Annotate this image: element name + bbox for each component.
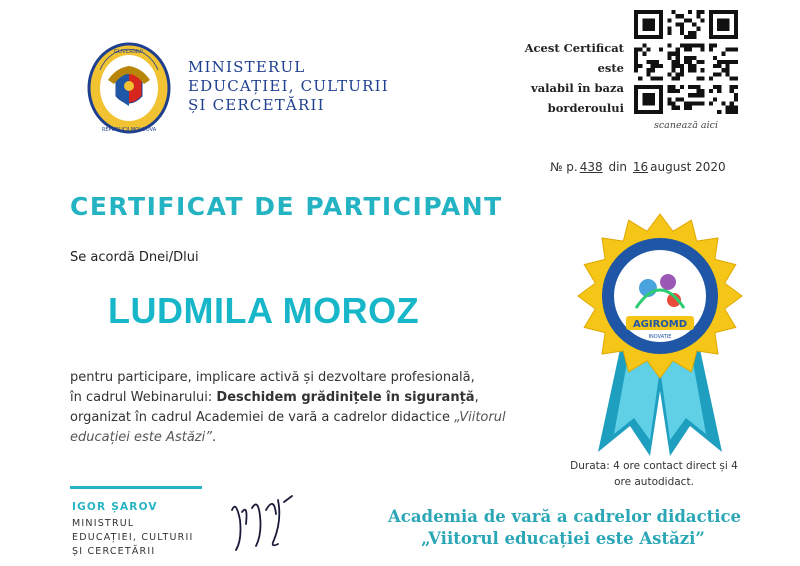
award-rosette-badge — [570, 212, 750, 456]
signer-role-line: ȘI CERCETĂRII — [72, 546, 156, 557]
validity-line: Acest Certificat este — [524, 41, 624, 75]
webinar-title: Deschidem grădinițele în siguranță — [216, 390, 475, 405]
academy-footer — [388, 506, 742, 550]
signer-role — [72, 517, 193, 559]
ministry-line: ȘI CERCETĂRII — [188, 96, 325, 114]
qr-code[interactable] — [634, 10, 738, 114]
signer-role-line: EDUCAȚIEI, CULTURII — [72, 532, 194, 543]
certificate-number — [550, 160, 726, 174]
ministry-line: MINISTERUL — [188, 58, 306, 76]
number-value: 438 — [579, 160, 603, 174]
body-line — [70, 408, 550, 428]
number-prefix: № p. — [550, 160, 578, 174]
body-text: , — [474, 390, 479, 405]
badge-motto: INOVATIE — [648, 334, 672, 340]
body-text: în cadrul Webinarului: — [70, 390, 217, 405]
body-line — [70, 428, 550, 448]
handwritten-signature — [222, 490, 302, 556]
svg-text:GUVERNUL: GUVERNUL — [113, 49, 145, 55]
ministry-line: EDUCAȚIEI, CULTURII — [188, 77, 389, 95]
body-line — [70, 388, 550, 408]
validity-line: valabil în baza — [531, 81, 624, 95]
scan-label: scanează aici — [653, 120, 718, 131]
svg-text:REPUBLICII MOLDOVA: REPUBLICII MOLDOVA — [101, 127, 157, 133]
duration-line: Durata: 4 ore contact direct și 4 — [570, 460, 738, 472]
body-text: . — [211, 430, 217, 445]
academy-line: Academia de vară a cadrelor didactice — [388, 507, 742, 526]
academy-motto: educației este Astăzi” — [70, 430, 212, 445]
certificate-title: CERTIFICAT DE PARTICIPANT — [70, 192, 503, 221]
signer-name: IGOR ȘAROV — [72, 501, 158, 513]
validity-line: borderoului — [547, 101, 624, 115]
academy-line: „Viitorul educației este Astăzi” — [421, 529, 705, 548]
date-prefix: din — [608, 160, 628, 174]
certificate-body — [70, 368, 550, 448]
date-month-year: august 2020 — [650, 160, 726, 174]
duration-note — [548, 458, 760, 490]
badge-brand: AGIROMD — [632, 319, 688, 330]
academy-motto: „Viitorul — [454, 410, 506, 425]
validity-note — [498, 38, 624, 118]
signer-role-line: MINISTRUL — [72, 518, 135, 529]
body-line: pentru participare, implicare activă și dezvoltare profesională, — [70, 370, 475, 385]
ministry-name — [188, 58, 389, 115]
duration-line: ore autodidact. — [614, 476, 694, 488]
moldova-coat-of-arms-emblem — [86, 40, 172, 136]
recipient-name: LUDMILA MOROZ — [108, 290, 420, 331]
award-line: Se acordă Dnei/Dlui — [70, 250, 199, 265]
date-day: 16 — [632, 160, 649, 174]
body-text: organizat în cadrul Academiei de vară a cadrelor didactice — [70, 410, 455, 425]
signature-divider — [70, 486, 202, 489]
